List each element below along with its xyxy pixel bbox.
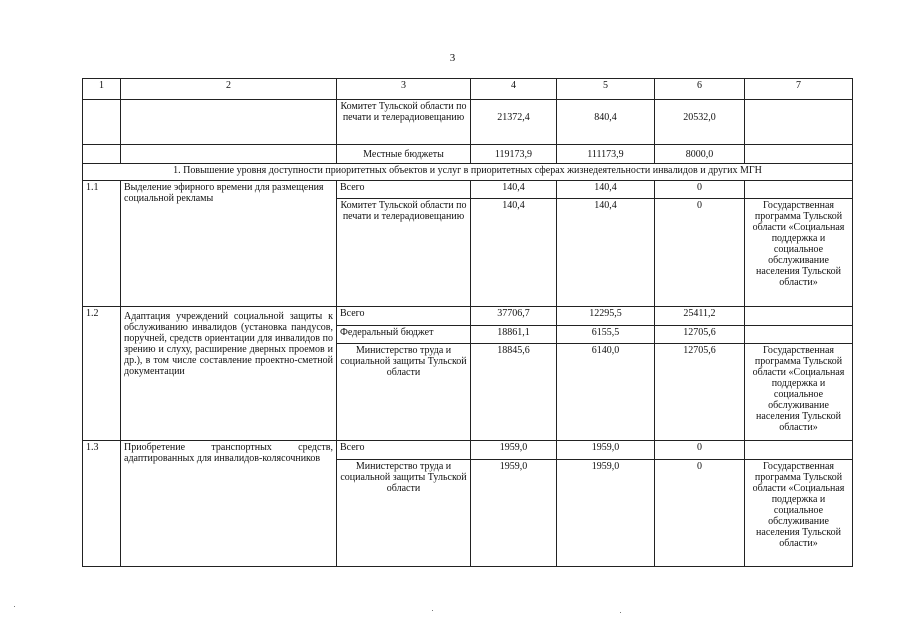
amount-total-cell: 18861,1 [471,326,557,344]
item-number: 1.1 [83,181,121,307]
amount-2017-cell: 12705,6 [655,326,745,344]
table-row [83,307,853,326]
header-col-5: 5 [557,79,655,100]
num-cell [83,100,121,145]
amount-total-cell: 1959,0 [471,441,557,460]
item-number: 1.2 [83,307,121,441]
program-cell [745,326,853,344]
amount-2017-cell: 0 [655,181,745,199]
program-cell [745,181,853,199]
source-cell: Министерство труда и социальной защиты Тульской области [337,460,471,567]
amount-2016-cell: 140,4 [557,181,655,199]
name-cell [121,100,337,145]
source-cell: Всего [337,441,471,460]
scan-speck [620,612,621,613]
program-cell: Государственная программа Тульской области «Социальная поддержка и социальное обслуживание населения Тульской области» [745,199,853,307]
item-name: Выделение эфирного времени для размещения социальной рекламы [121,181,337,307]
item-name: Адаптация учреждений социальной защиты к обслуживанию инвалидов (установка пандусов, поручней, средств ориентации для инвалидов по зрению и слуху, расширение дверных проемов и др.), в том числе составление проектно-сметной документации [121,307,337,441]
amount-2016-cell: 6155,5 [557,326,655,344]
source-cell: Комитет Тульской области по печати и телерадиовещанию [337,199,471,307]
amount-2017-cell: 25411,2 [655,307,745,326]
amount-total-cell: 1959,0 [471,460,557,567]
amount-total-cell: 18845,6 [471,344,557,441]
amount-2017-cell: 12705,6 [655,344,745,441]
name-cell [121,145,337,164]
amount-total-cell: 37706,7 [471,307,557,326]
header-row [83,79,853,100]
scan-speck [14,606,15,607]
amount-2016-cell: 1959,0 [557,441,655,460]
amount-2017-cell: 8000,0 [655,145,745,164]
amount-2016-cell: 840,4 [557,100,655,145]
amount-2016-cell: 12295,5 [557,307,655,326]
amount-2016-cell: 1959,0 [557,460,655,567]
program-cell [745,100,853,145]
program-cell [745,145,853,164]
program-cell [745,307,853,326]
table-row [83,441,853,460]
section-title: 1. Повышение уровня доступности приоритетных объектов и услуг в приоритетных сферах жизнедеятельности инвалидов и других МГН [83,164,853,181]
source-cell: Всего [337,307,471,326]
amount-2017-cell: 0 [655,199,745,307]
page-number: 3 [449,52,456,64]
header-col-1: 1 [83,79,121,100]
header-col-7: 7 [745,79,853,100]
amount-total-cell: 21372,4 [471,100,557,145]
header-col-4: 4 [471,79,557,100]
amount-2016-cell: 6140,0 [557,344,655,441]
program-cell: Государственная программа Тульской области «Социальная поддержка и социальное обслуживание населения Тульской области» [745,344,853,441]
amount-2017-cell: 20532,0 [655,100,745,145]
amount-2017-cell: 0 [655,460,745,567]
table-row [83,145,853,164]
table-row [83,100,853,145]
item-number: 1.3 [83,441,121,567]
amount-total-cell: 140,4 [471,199,557,307]
header-col-6: 6 [655,79,745,100]
source-cell: Местные бюджеты [337,145,471,164]
header-col-2: 2 [121,79,337,100]
program-cell [745,441,853,460]
header-col-3: 3 [337,79,471,100]
amount-2016-cell: 111173,9 [557,145,655,164]
table-row [83,181,853,199]
funding-table [82,78,853,567]
source-cell: Министерство труда и социальной защиты Тульской области [337,344,471,441]
num-cell [83,145,121,164]
source-cell: Комитет Тульской области по печати и телерадиовещанию [337,100,471,145]
program-cell: Государственная программа Тульской области «Социальная поддержка и социальное обслуживание населения Тульской области» [745,460,853,567]
item-name: Приобретение транспортных средств, адаптированных для инвалидов-колясочников [121,441,337,567]
source-cell: Федеральный бюджет [337,326,471,344]
amount-total-cell: 140,4 [471,181,557,199]
scan-speck [432,610,433,611]
amount-2017-cell: 0 [655,441,745,460]
section-row [83,164,853,181]
amount-total-cell: 119173,9 [471,145,557,164]
source-cell: Всего [337,181,471,199]
amount-2016-cell: 140,4 [557,199,655,307]
